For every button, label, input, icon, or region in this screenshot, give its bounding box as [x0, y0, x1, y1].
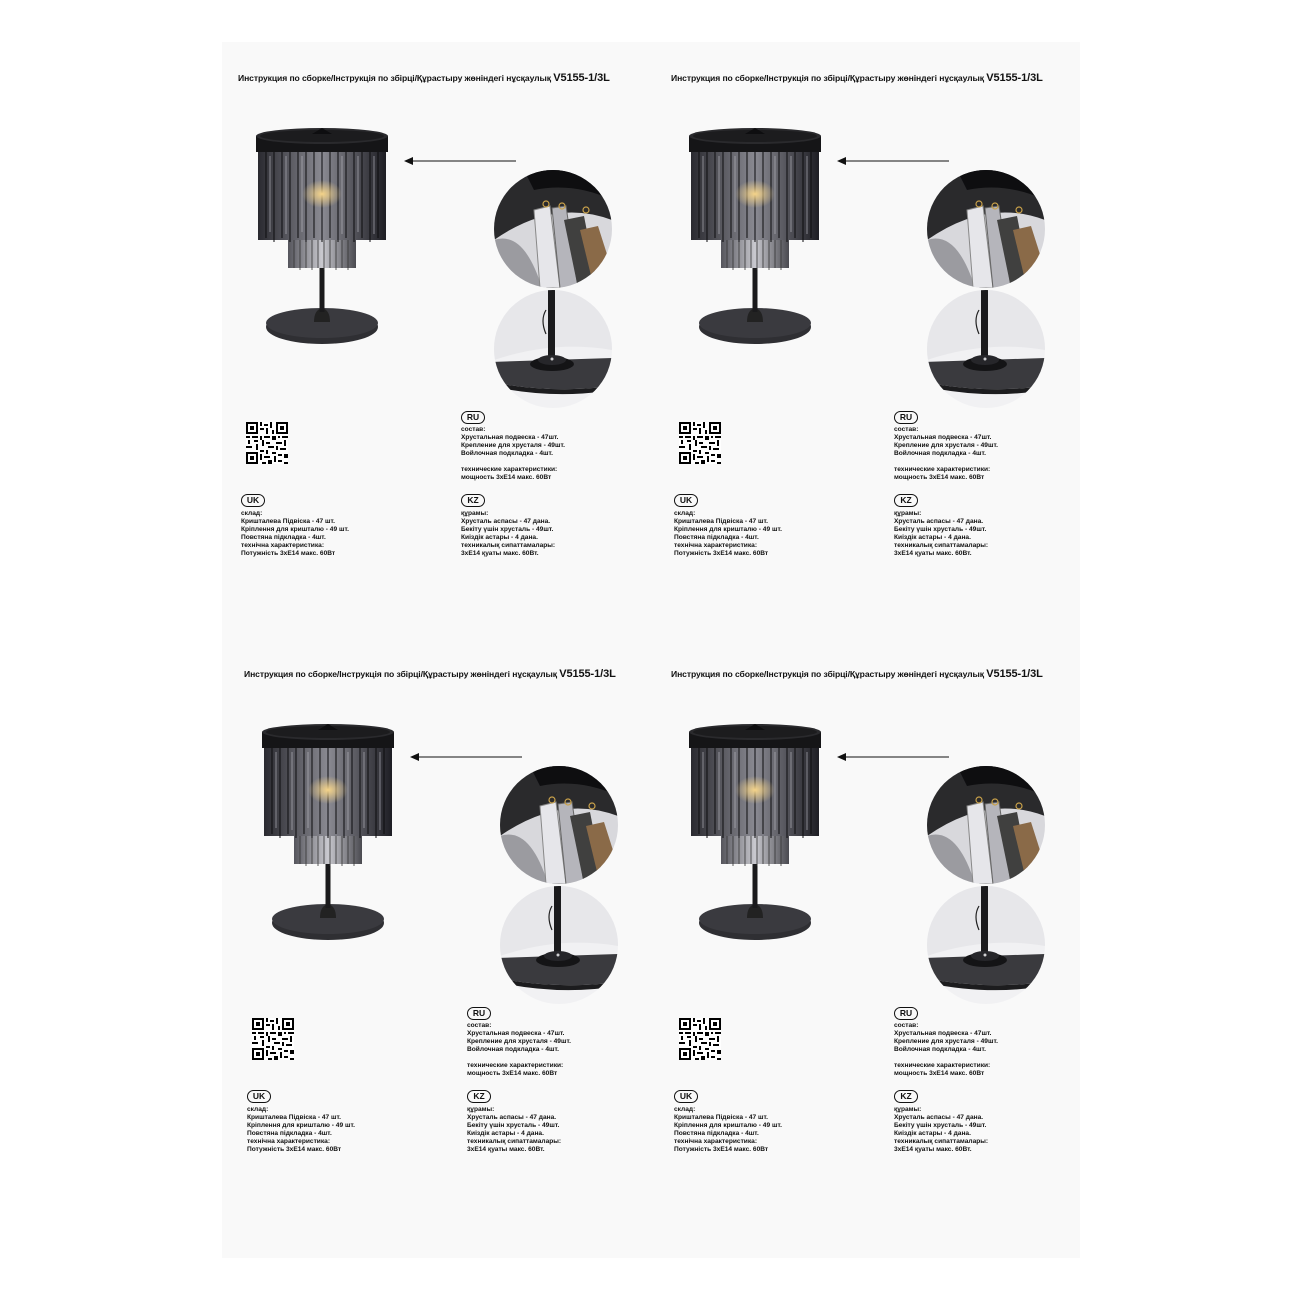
kz-heading: құрамы: — [894, 510, 922, 517]
ru-line: Хрустальная подвеска - 47шт. — [467, 1030, 565, 1037]
ru-line: Войлочная подкладка - 4шт. — [894, 450, 986, 457]
ru-tech-heading: технические характеристики: — [467, 1062, 564, 1069]
ru-line: Войлочная подкладка - 4шт. — [467, 1046, 559, 1053]
kz-tech-value: 3xE14 қуаты макс. 60Вт. — [894, 550, 972, 557]
instruction-panel-3 — [244, 668, 674, 1228]
ru-specs — [467, 1022, 571, 1078]
uk-line: Кріплення для кришталю - 49 шт. — [241, 526, 349, 533]
ru-specs — [894, 1022, 998, 1078]
kz-tech-heading: техникалық сипаттамалары: — [894, 542, 989, 549]
kz-tech-heading: техникалық сипаттамалары: — [461, 542, 556, 549]
base-detail-photo — [927, 886, 1045, 1004]
kz-language-badge: KZ — [894, 494, 918, 507]
qr-code-icon — [246, 422, 288, 464]
kz-line: Хрусталь аспасы - 47 дана. — [894, 1114, 984, 1121]
ru-line: Крепление для хрусталя - 49шт. — [894, 442, 998, 449]
panel-title: Инструкция по сборке/Інструкція по збірці/Құрастыру жөніндегі нұсқаулық V5155-1/3L — [238, 72, 610, 84]
crystal-detail-photo — [927, 766, 1045, 884]
ru-line: Хрустальная подвеска - 47шт. — [894, 1030, 992, 1037]
uk-line: Повстяна підкладка - 4шт. — [247, 1130, 332, 1137]
uk-tech-heading: технічна характеристика: — [247, 1138, 331, 1145]
ru-heading: состав: — [467, 1022, 492, 1029]
kz-specs — [461, 510, 555, 558]
ru-tech-value: мощность 3xE14 макс. 60Вт — [467, 1070, 558, 1077]
ru-line: Войлочная подкладка - 4шт. — [894, 1046, 986, 1053]
table-lamp-illustration — [242, 122, 402, 362]
uk-tech-heading: технічна характеристика: — [674, 1138, 758, 1145]
uk-specs — [674, 1106, 782, 1154]
kz-language-badge: KZ — [467, 1090, 491, 1103]
ru-tech-heading: технические характеристики: — [894, 466, 991, 473]
instruction-panel-2 — [671, 72, 1101, 632]
ru-language-badge: RU — [461, 411, 485, 424]
ru-tech-value: мощность 3xE14 макс. 60Вт — [894, 1070, 985, 1077]
arrow-left-icon — [837, 154, 949, 168]
uk-heading: склад: — [241, 510, 263, 517]
ru-specs — [894, 426, 998, 482]
kz-tech-heading: техникалық сипаттамалары: — [467, 1138, 562, 1145]
kz-tech-value: 3xE14 қуаты макс. 60Вт. — [461, 550, 539, 557]
kz-line: Бекіту үшін хрусталь - 49шт. — [467, 1122, 560, 1129]
qr-code-icon — [679, 422, 721, 464]
uk-language-badge: UK — [674, 494, 698, 507]
ru-line: Войлочная подкладка - 4шт. — [461, 450, 553, 457]
kz-line: Хрусталь аспасы - 47 дана. — [467, 1114, 557, 1121]
ru-tech-heading: технические характеристики: — [461, 466, 558, 473]
kz-language-badge: KZ — [894, 1090, 918, 1103]
uk-tech-value: Потужність 3xE14 макс. 60Вт — [247, 1146, 342, 1153]
kz-heading: құрамы: — [461, 510, 489, 517]
uk-line: Повстяна підкладка - 4шт. — [674, 534, 759, 541]
ru-tech-heading: технические характеристики: — [894, 1062, 991, 1069]
base-detail-photo — [927, 290, 1045, 408]
ru-line: Крепление для хрусталя - 49шт. — [461, 442, 565, 449]
uk-specs — [247, 1106, 355, 1154]
crystal-detail-photo — [500, 766, 618, 884]
uk-line: Кришталева Підвіска - 47 шт. — [247, 1114, 342, 1121]
qr-code-icon — [679, 1018, 721, 1060]
arrow-left-icon — [410, 750, 522, 764]
panel-title: Инструкция по сборке/Інструкція по збірці/Құрастыру жөніндегі нұсқаулық V5155-1/3L — [671, 72, 1043, 84]
ru-line: Хрустальная подвеска - 47шт. — [894, 434, 992, 441]
uk-heading: склад: — [674, 1106, 696, 1113]
kz-heading: құрамы: — [467, 1106, 495, 1113]
ru-specs — [461, 426, 565, 482]
kz-tech-heading: техникалық сипаттамалары: — [894, 1138, 989, 1145]
kz-specs — [894, 1106, 988, 1154]
ru-heading: состав: — [894, 426, 919, 433]
uk-line: Повстяна підкладка - 4шт. — [241, 534, 326, 541]
kz-tech-value: 3xE14 қуаты макс. 60Вт. — [467, 1146, 545, 1153]
uk-line: Кріплення для кришталю - 49 шт. — [674, 526, 782, 533]
kz-specs — [894, 510, 988, 558]
base-detail-photo — [500, 886, 618, 1004]
uk-line: Кришталева Підвіска - 47 шт. — [674, 1114, 769, 1121]
kz-tech-value: 3xE14 қуаты макс. 60Вт. — [894, 1146, 972, 1153]
qr-code-icon — [252, 1018, 294, 1060]
uk-language-badge: UK — [247, 1090, 271, 1103]
ru-line: Крепление для хрусталя - 49шт. — [467, 1038, 571, 1045]
uk-line: Кришталева Підвіска - 47 шт. — [674, 518, 769, 525]
kz-language-badge: KZ — [461, 494, 485, 507]
arrow-left-icon — [837, 750, 949, 764]
uk-line: Повстяна підкладка - 4шт. — [674, 1130, 759, 1137]
kz-line: Киіздік астары - 4 дана. — [894, 1130, 971, 1137]
uk-line: Кріплення для кришталю - 49 шт. — [674, 1122, 782, 1129]
uk-heading: склад: — [247, 1106, 269, 1113]
uk-line: Кріплення для кришталю - 49 шт. — [247, 1122, 355, 1129]
table-lamp-illustration — [675, 718, 835, 958]
crystal-detail-photo — [927, 170, 1045, 288]
base-detail-photo — [494, 290, 612, 408]
uk-heading: склад: — [674, 510, 696, 517]
ru-tech-value: мощность 3xE14 макс. 60Вт — [461, 474, 552, 481]
table-lamp-illustration — [248, 718, 408, 958]
ru-language-badge: RU — [894, 1007, 918, 1020]
ru-heading: состав: — [461, 426, 486, 433]
uk-language-badge: UK — [674, 1090, 698, 1103]
panel-title: Инструкция по сборке/Інструкція по збірці/Құрастыру жөніндегі нұсқаулық V5155-1/3L — [244, 668, 616, 680]
ru-language-badge: RU — [894, 411, 918, 424]
uk-language-badge: UK — [241, 494, 265, 507]
uk-tech-value: Потужність 3xE14 макс. 60Вт — [241, 550, 336, 557]
ru-line: Крепление для хрусталя - 49шт. — [894, 1038, 998, 1045]
kz-line: Хрусталь аспасы - 47 дана. — [461, 518, 551, 525]
kz-line: Киіздік астары - 4 дана. — [461, 534, 538, 541]
kz-heading: құрамы: — [894, 1106, 922, 1113]
ru-heading: состав: — [894, 1022, 919, 1029]
uk-tech-heading: технічна характеристика: — [241, 542, 325, 549]
uk-tech-value: Потужність 3xE14 макс. 60Вт — [674, 1146, 769, 1153]
ru-language-badge: RU — [467, 1007, 491, 1020]
kz-line: Киіздік астары - 4 дана. — [894, 534, 971, 541]
ru-line: Хрустальная подвеска - 47шт. — [461, 434, 559, 441]
uk-tech-heading: технічна характеристика: — [674, 542, 758, 549]
arrow-left-icon — [404, 154, 516, 168]
kz-specs — [467, 1106, 561, 1154]
kz-line: Бекіту үшін хрусталь - 49шт. — [894, 1122, 987, 1129]
uk-tech-value: Потужність 3xE14 макс. 60Вт — [674, 550, 769, 557]
kz-line: Бекіту үшін хрусталь - 49шт. — [894, 526, 987, 533]
panel-title: Инструкция по сборке/Інструкція по збірці/Құрастыру жөніндегі нұсқаулық V5155-1/3L — [671, 668, 1043, 680]
kz-line: Бекіту үшін хрусталь - 49шт. — [461, 526, 554, 533]
uk-specs — [674, 510, 782, 558]
crystal-detail-photo — [494, 170, 612, 288]
ru-tech-value: мощность 3xE14 макс. 60Вт — [894, 474, 985, 481]
uk-line: Кришталева Підвіска - 47 шт. — [241, 518, 336, 525]
kz-line: Киіздік астары - 4 дана. — [467, 1130, 544, 1137]
instruction-panel-1 — [238, 72, 668, 632]
table-lamp-illustration — [675, 122, 835, 362]
instruction-panel-4 — [671, 668, 1101, 1228]
uk-specs — [241, 510, 349, 558]
kz-line: Хрусталь аспасы - 47 дана. — [894, 518, 984, 525]
